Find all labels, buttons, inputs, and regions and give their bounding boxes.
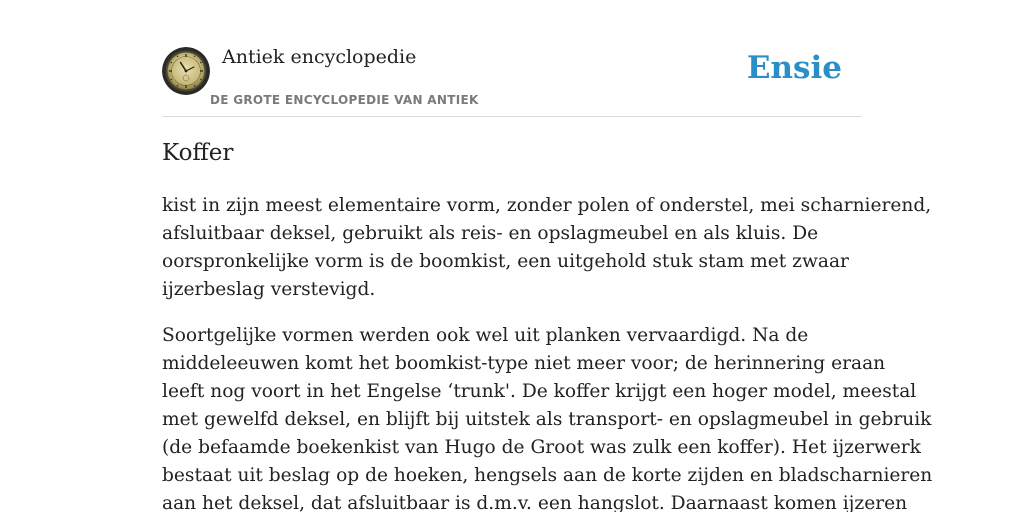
site-header	[162, 0, 862, 117]
paragraph-line: (de befaamde boekenkist van Hugo de Groot was zulk een koffer). Het ijzerwerk	[162, 437, 921, 458]
article-paragraph	[162, 322, 933, 512]
paragraph-line: afsluitbaar deksel, gebruikt als reis- en opslagmeubel en als kluis. De	[162, 223, 819, 244]
article-title: Koffer	[162, 140, 234, 166]
antique-clock-icon[interactable]	[162, 47, 210, 95]
brand-logo-link[interactable]: Ensie	[746, 50, 842, 86]
paragraph-line: met gewelfd deksel, en blijft bij uitstek als transport- en opslagmeubel in gebruik	[162, 409, 932, 430]
paragraph-line: kist in zijn meest elementaire vorm, zonder polen of onderstel, mei scharnierend,	[162, 195, 932, 216]
paragraph-line: aan het deksel, dat afsluitbaar is d.m.v. een hangslot. Daarnaast komen ijzeren	[162, 493, 908, 512]
article-paragraph	[162, 192, 932, 304]
paragraph-line: bestaat uit beslag op de hoeken, hengsels aan de korte zijden en bladscharnieren	[162, 465, 933, 486]
paragraph-line: ijzerbeslag verstevigd.	[162, 279, 376, 300]
paragraph-line: middeleeuwen komt het boomkist-type niet meer voor; de herinnering eraan	[162, 353, 886, 374]
paragraph-line: oorspronkelijke vorm is de boomkist, een uitgehold stuk stam met zwaar	[162, 251, 849, 272]
article-body	[162, 192, 933, 512]
paragraph-line: Soortgelijke vormen werden ook wel uit planken vervaardigd. Na de	[162, 325, 809, 346]
site-subtitle: DE GROTE ENCYCLOPEDIE VAN ANTIEK	[210, 93, 479, 107]
site-title[interactable]: Antiek encyclopedie	[222, 46, 417, 68]
paragraph-line: leeft nog voort in het Engelse ‘trunk'. De koffer krijgt een hoger model, meestal	[162, 381, 917, 402]
